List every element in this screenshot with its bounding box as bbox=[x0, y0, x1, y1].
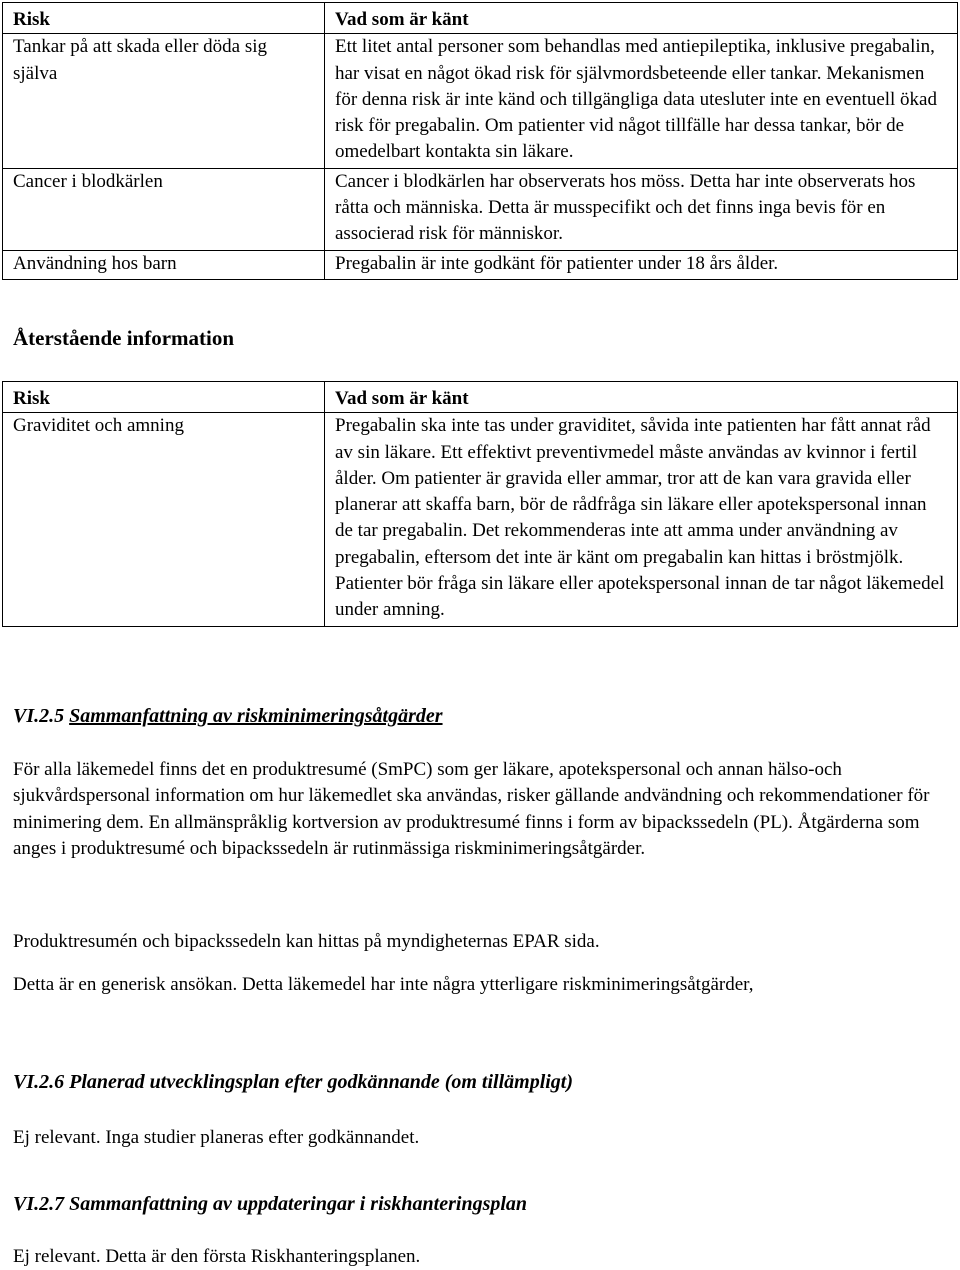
column-header-risk: Risk bbox=[3, 382, 325, 413]
risk-cell: Cancer i blodkärlen bbox=[3, 168, 325, 250]
section-heading-vi-2-5 bbox=[13, 703, 443, 729]
column-header-risk: Risk bbox=[3, 3, 325, 34]
paragraph-smpc-info: För alla läkemedel finns det en produktresumé (SmPC) som ger läkare, apotekspersonal och annan hälso-och sjukvårdspersonal information om hur läkemedlet ska användas, risker gällande andvändning och rekommendationer för minimering dem. En allmänspråklig kortversion av produktresumé finns i form av bipackssedeln (PL). Åtgärderna som anges i produktresumé och bipackssedeln är rutinmässiga riskminimeringsåtgärder. bbox=[13, 759, 930, 859]
column-header-known: Vad som är känt bbox=[325, 3, 958, 34]
section-number: VI.2.7 bbox=[13, 1193, 65, 1215]
section-heading-remaining-information: Återstående information bbox=[13, 326, 235, 350]
table-row bbox=[3, 413, 958, 626]
section-heading-vi-2-7 bbox=[13, 1191, 527, 1217]
risk-cell: Användning hos barn bbox=[3, 250, 325, 279]
paragraph-first-plan: Ej relevant. Detta är den första Riskhanteringsplanen. bbox=[13, 1246, 421, 1267]
paragraph-epar: Produktresumén och bipackssedeln kan hittas på myndigheternas EPAR sida. bbox=[13, 931, 600, 952]
risk-table-2 bbox=[2, 381, 958, 627]
section-number: VI.2.6 bbox=[13, 1071, 65, 1093]
paragraph-no-studies: Ej relevant. Inga studier planeras efter godkännandet. bbox=[13, 1127, 420, 1148]
known-cell: Pregabalin ska inte tas under graviditet, såvida inte patienten har fått annat råd av sin läkare. Ett effektivt preventivmedel måste användas av kvinnor i fertil ålder. Om patienter är gravida eller ammar, tror att de kan vara gravida eller planerar att skaffa barn, bör de rådfråga sin läkare eller apotekspersonal innan de tar pregabalin. Det rekommenderas inte att amma under användning av pregabalin, eftersom det inte är känt om pregabalin kan hittas i bröstmjölk. Patienter bör fråga sin läkare eller apotekspersonal innan de tar något läkemedel under amning. bbox=[325, 413, 958, 626]
table-header-row bbox=[3, 3, 958, 34]
known-cell: Ett litet antal personer som behandlas med antiepileptika, inklusive pregabalin, har visat en något ökad risk för självmordsbeteende eller tankar. Mekanismen för denna risk är inte känd och tillgängliga data utesluter inte en eventuell ökad risk för pregabalin. Om patienter vid något tillfälle har dessa tankar, bör de omedelbart kontakta sin läkare. bbox=[325, 34, 958, 168]
known-cell: Pregabalin är inte godkänt för patienter under 18 års ålder. bbox=[325, 250, 958, 279]
section-title: Sammanfattning av uppdateringar i riskhanteringsplan bbox=[69, 1193, 528, 1215]
table-row bbox=[3, 250, 958, 279]
paragraph-generic-application: Detta är en generisk ansökan. Detta läkemedel har inte några ytterligare riskminimeringsåtgärder, bbox=[13, 974, 754, 995]
risk-table-1 bbox=[2, 2, 958, 280]
section-heading-vi-2-6 bbox=[13, 1069, 573, 1095]
risk-cell: Graviditet och amning bbox=[3, 413, 325, 626]
section-title: Planerad utvecklingsplan efter godkännande (om tillämpligt) bbox=[69, 1071, 574, 1093]
known-cell: Cancer i blodkärlen har observerats hos möss. Detta har inte observerats hos råtta och människa. Detta är musspecifikt och det finns inga bevis för en associerad risk för människor. bbox=[325, 168, 958, 250]
table-row bbox=[3, 168, 958, 250]
table-header-row bbox=[3, 382, 958, 413]
section-number: VI.2.5 bbox=[13, 705, 65, 727]
section-title: Sammanfattning av riskminimeringsåtgärder bbox=[69, 705, 443, 727]
column-header-known: Vad som är känt bbox=[325, 382, 958, 413]
table-row bbox=[3, 34, 958, 168]
risk-cell: Tankar på att skada eller döda sig själva bbox=[3, 34, 325, 168]
